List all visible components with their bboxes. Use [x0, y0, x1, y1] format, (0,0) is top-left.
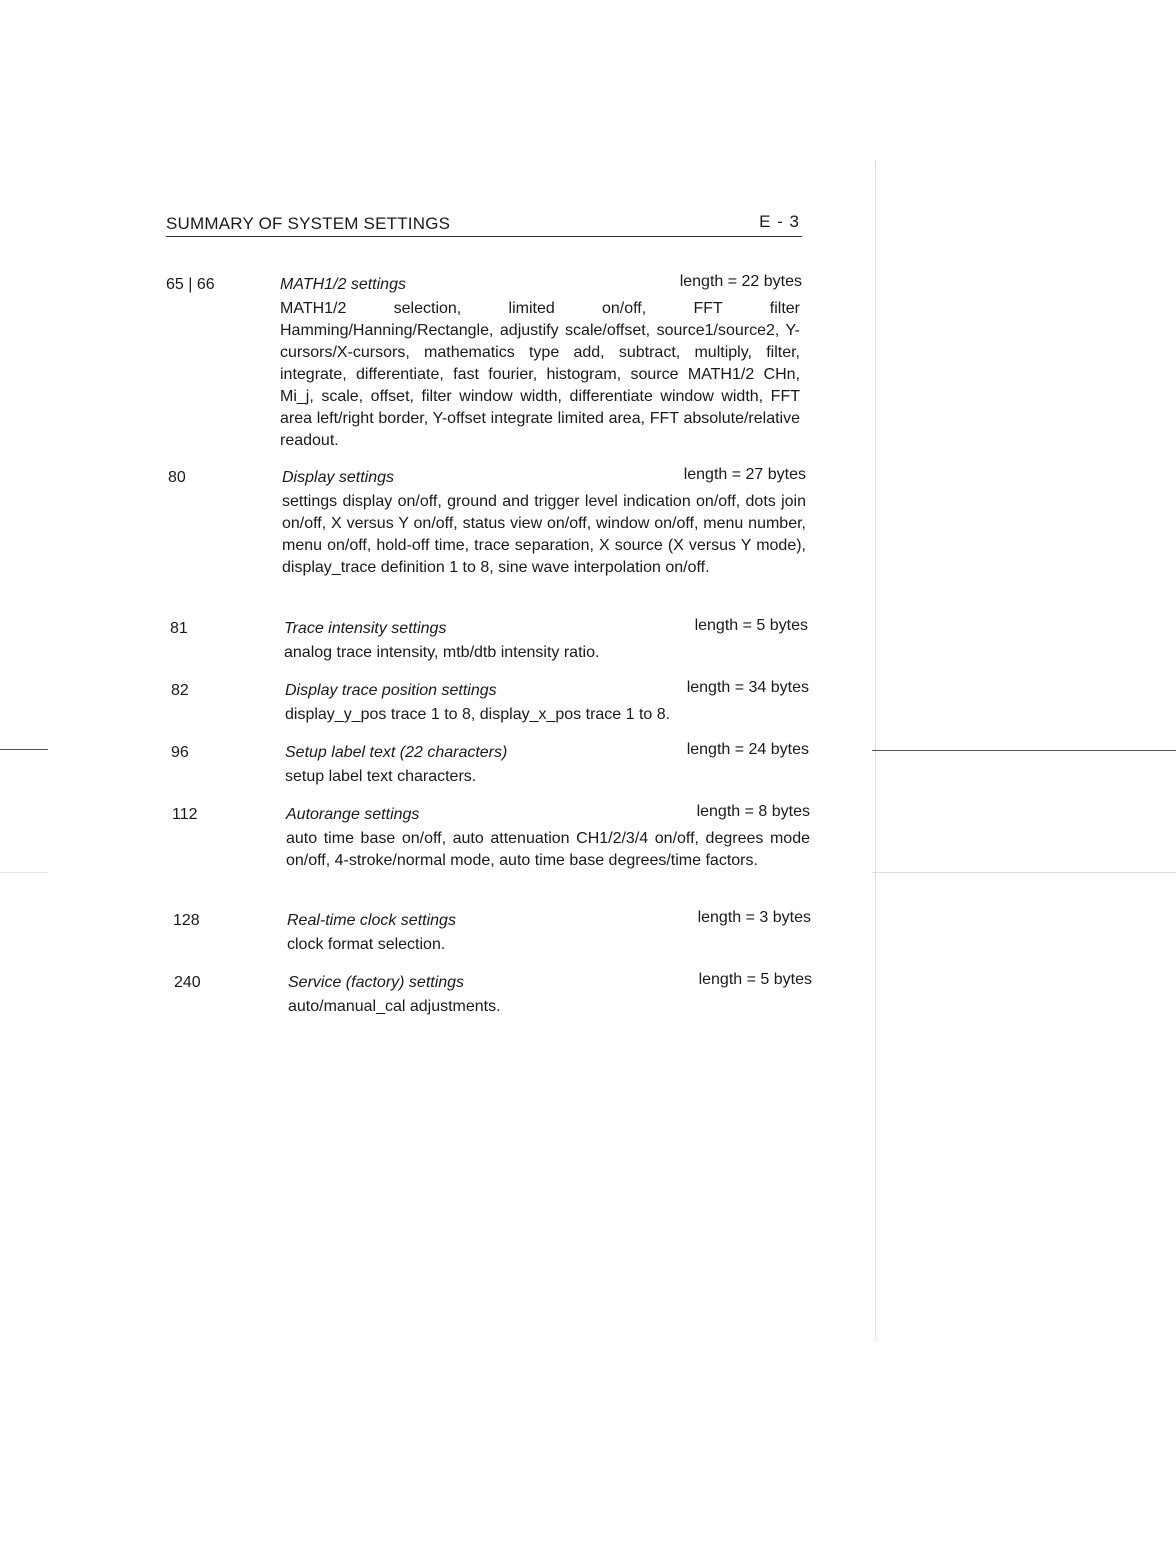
entry-title: Trace intensity settings: [284, 620, 447, 637]
entry-length: length = 5 bytes: [694, 617, 808, 634]
entry-number: 96: [171, 744, 189, 761]
entry-length: length = 3 bytes: [697, 909, 811, 926]
entry-description: settings display on/off, ground and trigger level indication on/off, dots join on/off, X versus Y on/off, status view on/off, window on/off, menu number, menu on/off, hold-off time, trace separation, X source (X versus Y mode), display_trace definition 1 to 8, sine wave interpolation on/off.: [282, 493, 806, 576]
entry-description: auto time base on/off, auto attenuation CH1/2/3/4 on/off, degrees mode on/off, 4-stroke/normal mode, auto time base degrees/time factors.: [286, 830, 810, 869]
scan-artifact-line: [0, 749, 48, 750]
entry-title: Service (factory) settings: [288, 974, 465, 991]
entry-title: MATH1/2 settings: [280, 276, 406, 293]
entry-length: length = 34 bytes: [686, 679, 809, 696]
entry-number: 82: [171, 682, 189, 699]
entry-number: 240: [174, 974, 201, 991]
scan-artifact-line: [872, 872, 1176, 873]
entry-number: 80: [168, 469, 186, 486]
scan-artifact-vertical: [875, 160, 876, 1340]
entry-description: display_y_pos trace 1 to 8, display_x_pos trace 1 to 8.: [285, 706, 671, 723]
entry-title: Display trace position settings: [285, 682, 497, 699]
entry-number: 128: [173, 912, 200, 929]
entry-number: 65 | 66: [166, 276, 215, 293]
page-number: E - 3: [759, 212, 800, 231]
entry-title: Autorange settings: [286, 806, 420, 823]
entry-length: length = 8 bytes: [696, 803, 810, 820]
entry-title: Real-time clock settings: [287, 912, 456, 929]
entry-description: analog trace intensity, mtb/dtb intensity ratio.: [284, 644, 600, 661]
entry-length: length = 5 bytes: [698, 971, 812, 988]
entry-length: length = 22 bytes: [679, 273, 802, 290]
entry-description: auto/manual_cal adjustments.: [288, 998, 501, 1015]
entry-length: length = 27 bytes: [683, 466, 806, 483]
entry-number: 112: [172, 806, 198, 823]
page-header: [166, 212, 802, 237]
entry-number: 81: [170, 620, 188, 637]
page-title: SUMMARY OF SYSTEM SETTINGS: [166, 214, 451, 233]
scan-artifact-line: [872, 750, 1176, 751]
entry-description: clock format selection.: [287, 936, 446, 953]
scan-artifact-line: [0, 872, 48, 873]
entry-length: length = 24 bytes: [686, 741, 809, 758]
entry-description: setup label text characters.: [285, 768, 477, 785]
entry-title: Setup label text (22 characters): [285, 744, 508, 761]
entry-title: Display settings: [282, 469, 395, 486]
entry-description: MATH1/2 selection, limited on/off, FFT filter Hamming/Hanning/Rectangle, adjustify scale/offset, source1/source2, Y-cursors/X-cursors, mathematics type add, subtract, multiply, filter, integrate, differentiate, fast fourier, histogram, source MATH1/2 CHn, Mi_j, scale, offset, filter window width, differentiate window width, FFT area left/right border, Y-offset integrate limited area, FFT absolute/relative readout.: [280, 300, 800, 449]
